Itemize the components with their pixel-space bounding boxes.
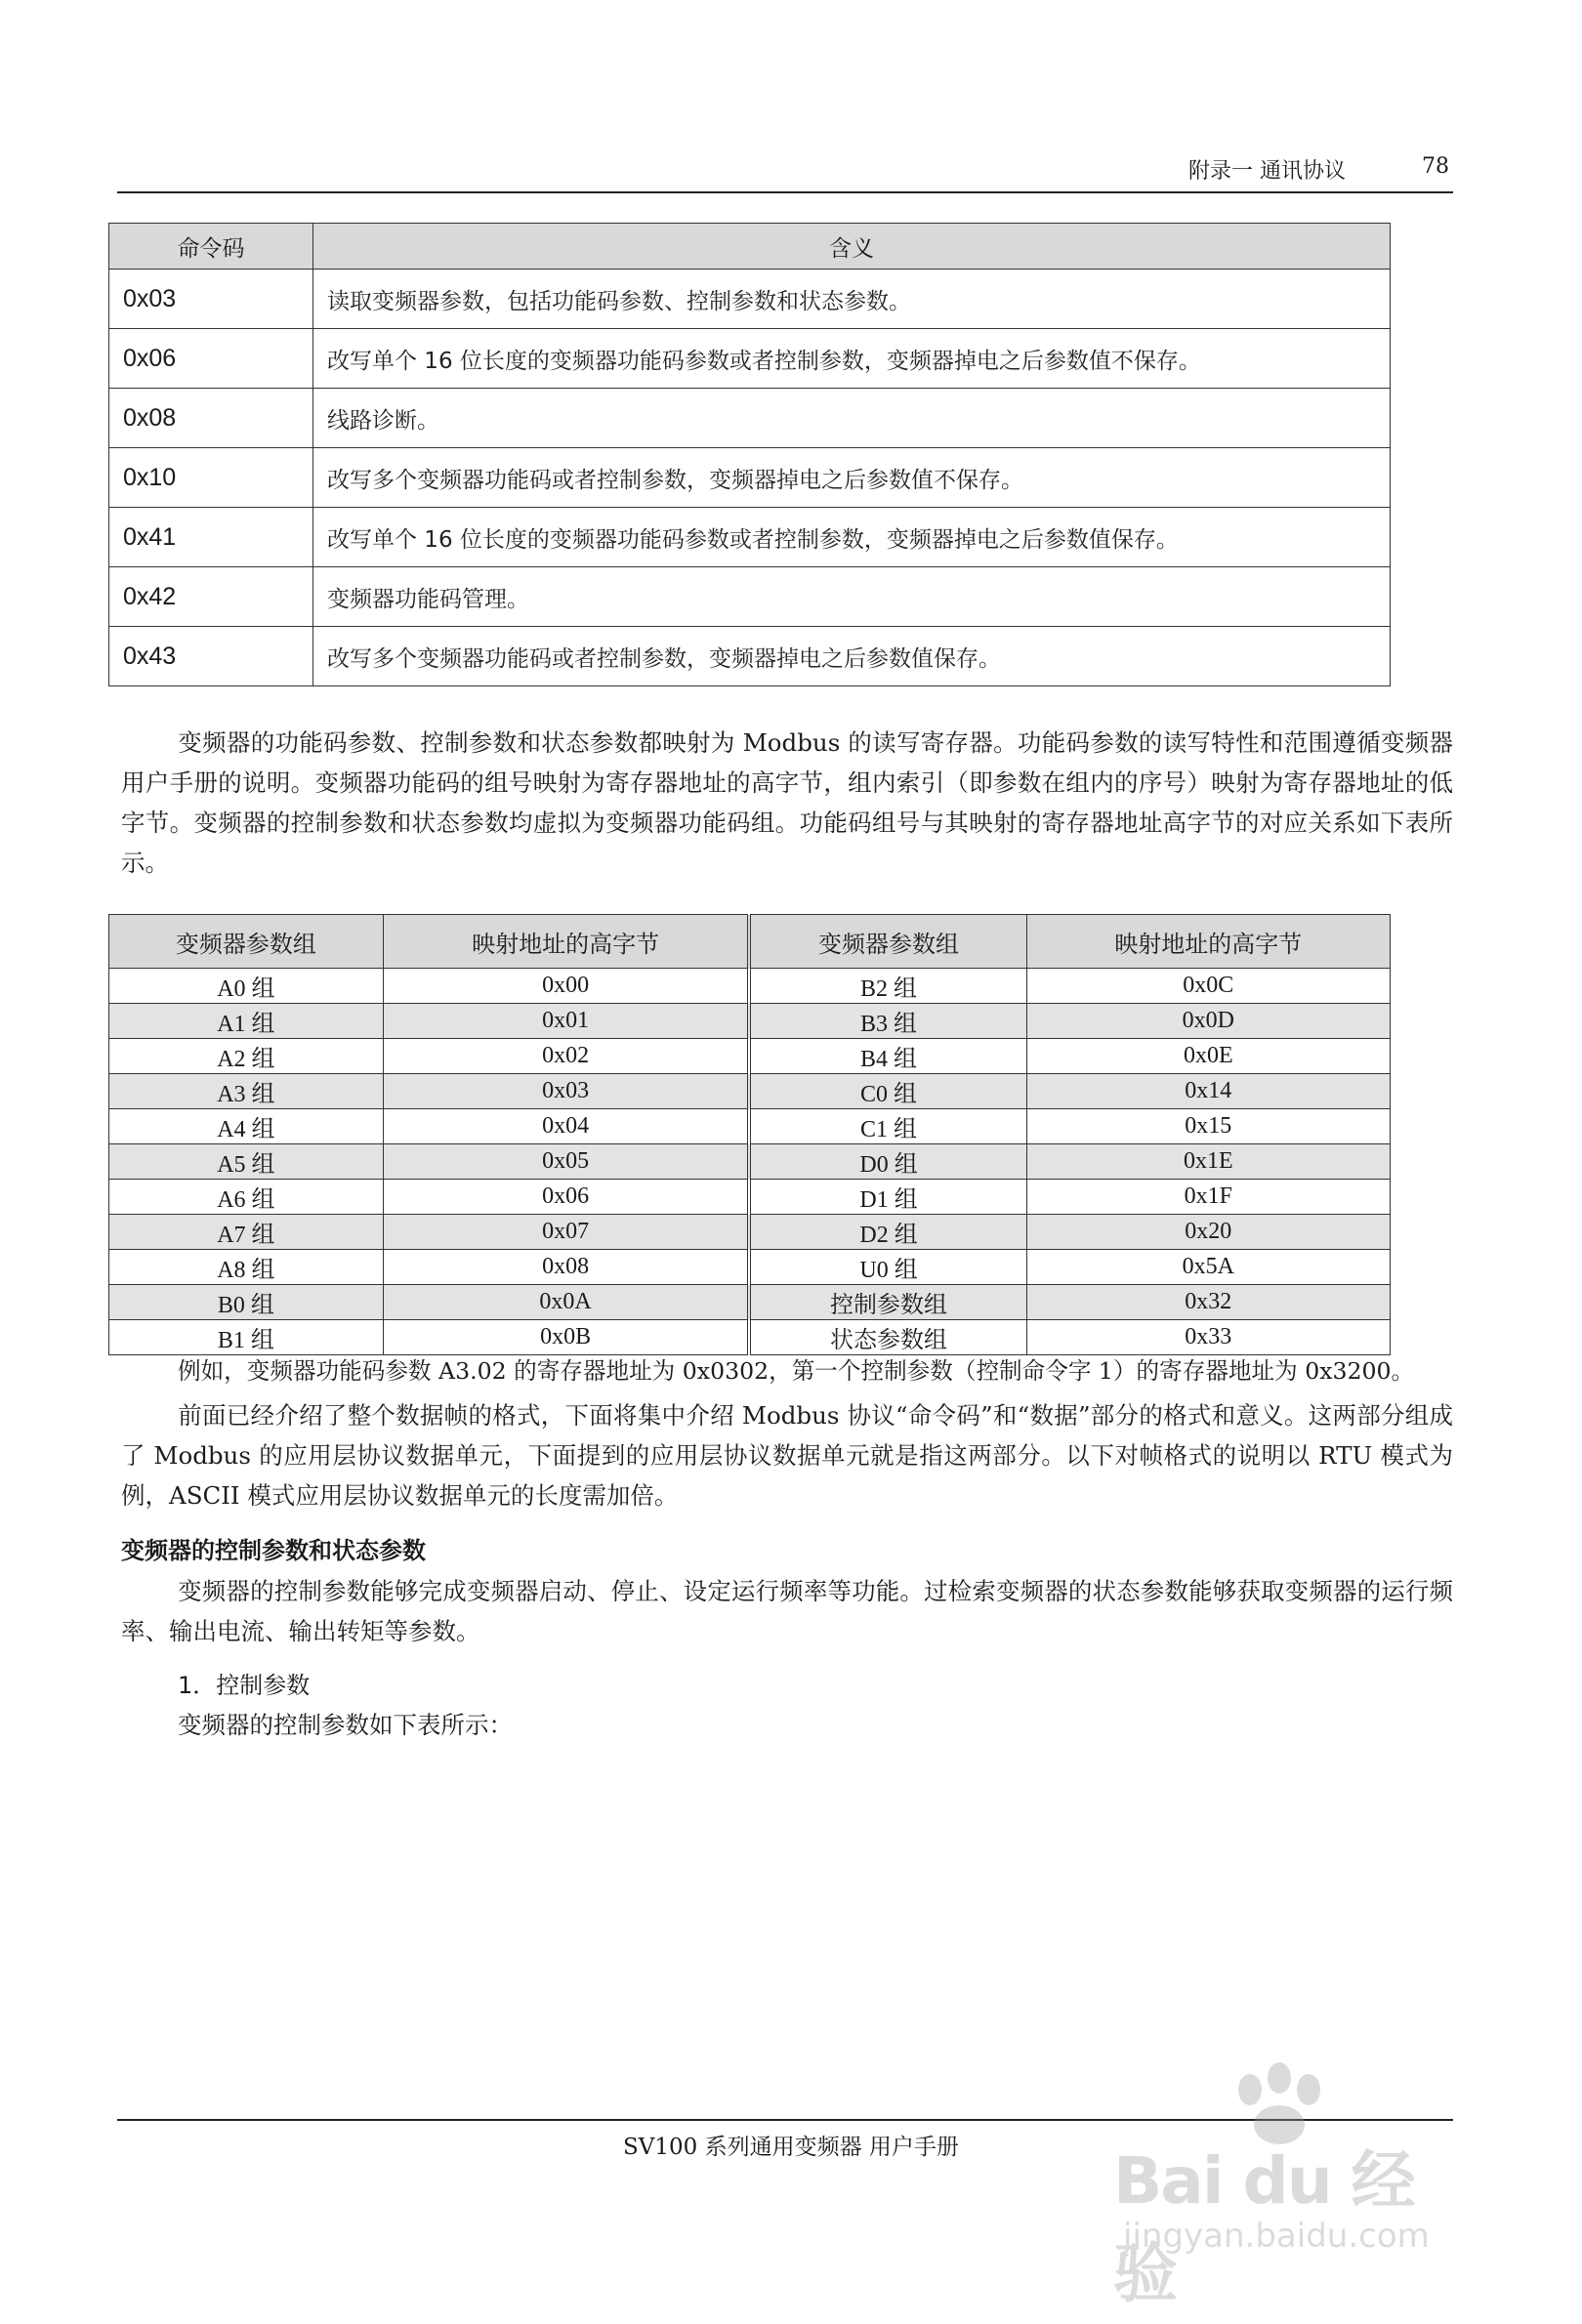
- high-byte-cell: 0x05: [383, 1144, 749, 1180]
- parameter-group-cell: C0 组: [749, 1074, 1026, 1109]
- page-footer: SV100 系列通用变频器 用户手册: [623, 2135, 959, 2160]
- parameter-group-cell: A6 组: [109, 1180, 384, 1215]
- parameter-group-cell: A1 组: [109, 1004, 384, 1039]
- mapping-table-body: [109, 969, 1391, 1355]
- high-byte-cell: 0x0A: [383, 1285, 749, 1320]
- table-header-cell: 映射地址的高字节: [383, 915, 749, 969]
- page-number: 78: [1422, 154, 1449, 179]
- parameter-group-cell: D0 组: [749, 1144, 1026, 1180]
- table-row: [109, 1144, 1391, 1180]
- subsection-heading: 1．控制参数: [178, 1672, 311, 1699]
- high-byte-cell: 0x5A: [1026, 1250, 1390, 1285]
- parameter-group-cell: B2 组: [749, 969, 1026, 1004]
- parameter-group-cell: A5 组: [109, 1144, 384, 1180]
- command-code: 0x06: [109, 329, 313, 389]
- table-row: [109, 1285, 1391, 1320]
- table-row: [109, 448, 1391, 508]
- command-code: 0x03: [109, 270, 313, 329]
- paragraph-text: 变频器的控制参数如下表所示：: [178, 1711, 513, 1739]
- table-row: [109, 1109, 1391, 1144]
- mapping-intro-paragraph: [121, 723, 1453, 883]
- high-byte-cell: 0x20: [1026, 1215, 1390, 1250]
- command-meaning: 读取变频器参数，包括功能码参数、控制参数和状态参数。: [313, 270, 1391, 329]
- high-byte-cell: 0x32: [1026, 1285, 1390, 1320]
- table-header-cell: 变频器参数组: [749, 915, 1026, 969]
- control-status-paragraph: [121, 1571, 1453, 1651]
- command-meaning: 线路诊断。: [313, 389, 1391, 448]
- high-byte-cell: 0x00: [383, 969, 749, 1004]
- paragraph-text: 前面已经介绍了整个数据帧的格式，下面将集中介绍 Modbus 协议“命令码”和“数据”部分的格式和意义。这两部分组成了 Modbus 的应用层协议数据单元，下面提到的应用层协议数据单元就是指这两部分。以下对帧格式的说明以 RTU 模式为例，ASCII 模式应用层协议数据单元的长度需加倍。: [121, 1401, 1453, 1510]
- header-title: 附录一 通讯协议: [1188, 159, 1346, 184]
- table-row: [109, 567, 1391, 627]
- paragraph-text: 例如，变频器功能码参数 A3.02 的寄存器地址为 0x0302，第一个控制参数（控制命令字 1）的寄存器地址为 0x3200。: [178, 1357, 1415, 1385]
- table-row: [109, 627, 1391, 686]
- high-byte-cell: 0x06: [383, 1180, 749, 1215]
- parameter-group-cell: B1 组: [109, 1320, 384, 1355]
- register-mapping-table: [108, 914, 1391, 1355]
- parameter-group-cell: A3 组: [109, 1074, 384, 1109]
- command-meaning: 改写多个变频器功能码或者控制参数，变频器掉电之后参数值保存。: [313, 627, 1391, 686]
- table-row: [109, 1004, 1391, 1039]
- high-byte-cell: 0x1F: [1026, 1180, 1390, 1215]
- control-table-intro: [121, 1705, 1453, 1745]
- high-byte-cell: 0x0D: [1026, 1004, 1390, 1039]
- command-code-table: [108, 223, 1391, 686]
- watermark: [1113, 2060, 1465, 2311]
- table-row: [109, 1039, 1391, 1074]
- high-byte-cell: 0x0B: [383, 1320, 749, 1355]
- command-code: 0x08: [109, 389, 313, 448]
- command-code: 0x43: [109, 627, 313, 686]
- parameter-group-cell: A0 组: [109, 969, 384, 1004]
- parameter-group-cell: D2 组: [749, 1215, 1026, 1250]
- command-meaning: 变频器功能码管理。: [313, 567, 1391, 627]
- parameter-group-cell: B3 组: [749, 1004, 1026, 1039]
- command-meaning: 改写多个变频器功能码或者控制参数，变频器掉电之后参数值不保存。: [313, 448, 1391, 508]
- command-meaning: 改写单个 16 位长度的变频器功能码参数或者控制参数，变频器掉电之后参数值不保存。: [313, 329, 1391, 389]
- page-header: [117, 146, 1453, 193]
- table-header-cell: 变频器参数组: [109, 915, 384, 969]
- parameter-group-cell: B0 组: [109, 1285, 384, 1320]
- parameter-group-cell: U0 组: [749, 1250, 1026, 1285]
- section-heading: 变频器的控制参数和状态参数: [121, 1537, 426, 1564]
- high-byte-cell: 0x0C: [1026, 969, 1390, 1004]
- high-byte-cell: 0x0E: [1026, 1039, 1390, 1074]
- high-byte-cell: 0x08: [383, 1250, 749, 1285]
- watermark-logo: Bai du 经验: [1113, 2143, 1414, 2311]
- table-row: [109, 1215, 1391, 1250]
- parameter-group-cell: A8 组: [109, 1250, 384, 1285]
- table-row: [109, 270, 1391, 329]
- parameter-group-cell: B4 组: [749, 1039, 1026, 1074]
- pdu-paragraph: [121, 1395, 1453, 1515]
- table-row: [109, 1250, 1391, 1285]
- parameter-group-cell: 控制参数组: [749, 1285, 1026, 1320]
- paragraph-text: 变频器的控制参数能够完成变频器启动、停止、设定运行频率等功能。过检索变频器的状态参数能够获取变频器的运行频率、输出电流、输出转矩等参数。: [121, 1577, 1453, 1645]
- high-byte-cell: 0x33: [1026, 1320, 1390, 1355]
- parameter-group-cell: A7 组: [109, 1215, 384, 1250]
- table-header-cell: 命令码: [109, 224, 313, 270]
- table-row: [109, 389, 1391, 448]
- high-byte-cell: 0x14: [1026, 1074, 1390, 1109]
- parameter-group-cell: A4 组: [109, 1109, 384, 1144]
- paragraph-text: 变频器的功能码参数、控制参数和状态参数都映射为 Modbus 的读写寄存器。功能码参数的读写特性和范围遵循变频器用户手册的说明。变频器功能码的组号映射为寄存器地址的高字节，组内索引（即参数在组内的序号）映射为寄存器地址的低字节。变频器的控制参数和状态参数均虚拟为变频器功能码组。功能码组号与其映射的寄存器地址高字节的对应关系如下表所示。: [121, 728, 1453, 877]
- high-byte-cell: 0x01: [383, 1004, 749, 1039]
- table-row: [109, 1074, 1391, 1109]
- parameter-group-cell: 状态参数组: [749, 1320, 1026, 1355]
- table-row: [109, 1320, 1391, 1355]
- high-byte-cell: 0x15: [1026, 1109, 1390, 1144]
- watermark-url: jingyan.baidu.com: [1123, 2217, 1430, 2256]
- table-row: [109, 1180, 1391, 1215]
- command-code: 0x10: [109, 448, 313, 508]
- command-code: 0x41: [109, 508, 313, 567]
- high-byte-cell: 0x04: [383, 1109, 749, 1144]
- table-header-cell: 含义: [313, 224, 1391, 270]
- parameter-group-cell: C1 组: [749, 1109, 1026, 1144]
- command-meaning: 改写单个 16 位长度的变频器功能码参数或者控制参数，变频器掉电之后参数值保存。: [313, 508, 1391, 567]
- table-row: [109, 508, 1391, 567]
- command-code: 0x42: [109, 567, 313, 627]
- parameter-group-cell: D1 组: [749, 1180, 1026, 1215]
- example-paragraph: [121, 1351, 1453, 1391]
- table-row: [109, 969, 1391, 1004]
- table-header-cell: 映射地址的高字节: [1026, 915, 1390, 969]
- high-byte-cell: 0x07: [383, 1215, 749, 1250]
- high-byte-cell: 0x03: [383, 1074, 749, 1109]
- parameter-group-cell: A2 组: [109, 1039, 384, 1074]
- high-byte-cell: 0x1E: [1026, 1144, 1390, 1180]
- table-row: [109, 329, 1391, 389]
- high-byte-cell: 0x02: [383, 1039, 749, 1074]
